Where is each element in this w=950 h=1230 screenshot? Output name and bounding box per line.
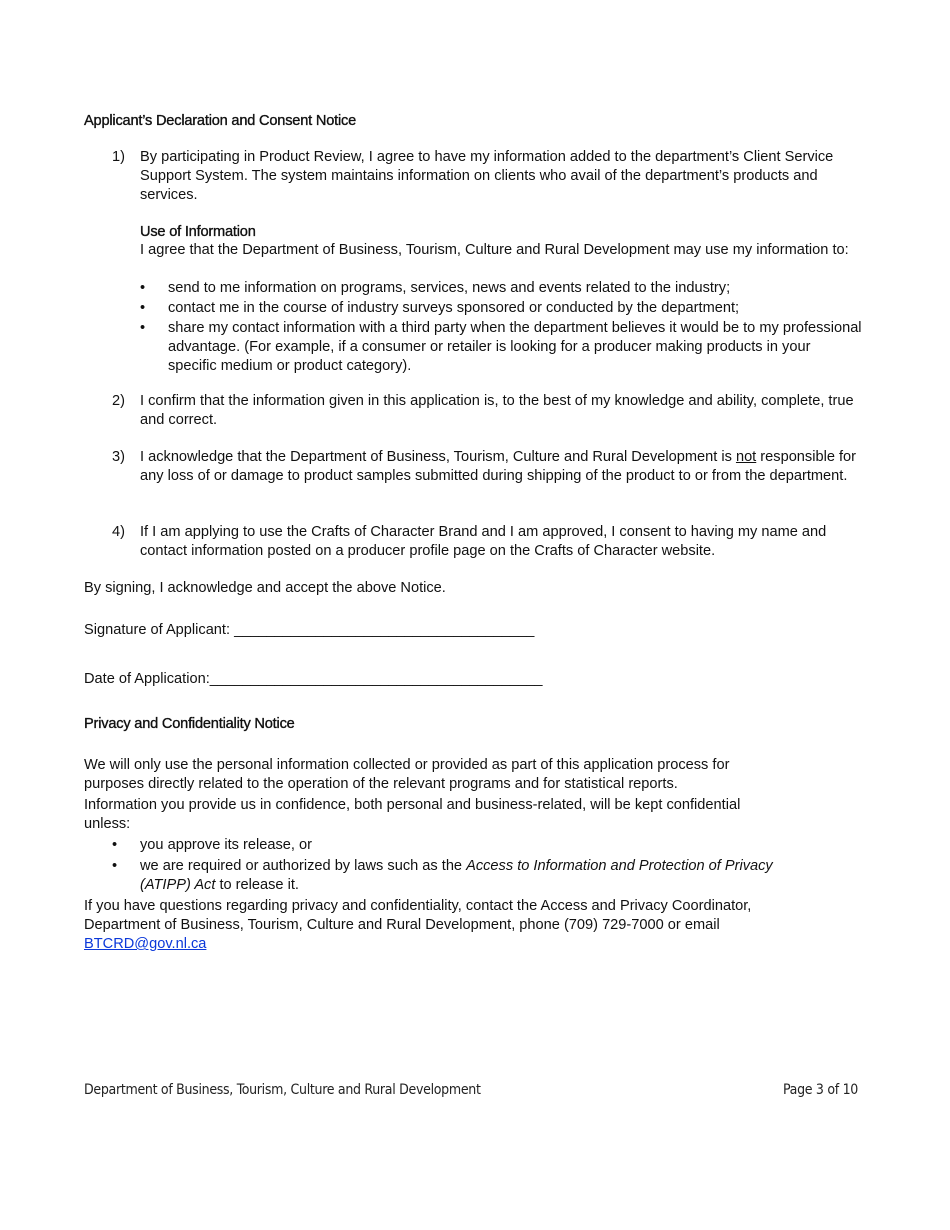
item-4-text: If I am applying to use the Crafts of Character Brand and I am approved, I consent to having my name and contact information posted on a producer profile page on the Crafts of Character website.: [140, 524, 827, 559]
list-item: • share my contact information with a third party when the department believes it would be to my professional advantage. (For example, if a consumer or retailer is looking for a producer making products in your specific medium or product category).: [140, 319, 863, 376]
list-item: • contact me in the course of industry surveys sponsored or conducted by the department;: [140, 299, 862, 318]
declaration-heading: Applicant’s Declaration and Consent Notice: [84, 113, 357, 129]
item-1-number: 1): [112, 149, 125, 165]
privacy-conditions-list: [112, 836, 792, 895]
privacy-paragraph-1: We will only use the personal information collected or provided as part of this application process for purposes directly related to the operation of the relevant programs and for statistical reports.: [84, 757, 730, 792]
signature-label: Signature of Applicant:: [84, 622, 235, 638]
item-2-number: 2): [112, 393, 125, 409]
signature-field[interactable]: [84, 621, 534, 640]
item-1-text: By participating in Product Review, I agree to have my information added to the department’s Client Service Support System. The system maintains information on clients who avail of the department’s products and services.: [140, 149, 834, 203]
item-3-number: 3): [112, 449, 125, 465]
privacy-paragraph-3: If you have questions regarding privacy and confidentiality, contact the Access and Privacy Coordinator, Department of Business, Tourism, Culture and Rural Development, phone (709) 729-7000 or email BTCRD@gov.nl.ca: [84, 898, 752, 952]
use-of-information-list: [140, 279, 862, 376]
date-label: Date of Application:: [84, 671, 210, 687]
use-of-information-heading: Use of Information: [140, 224, 256, 240]
list-item: • we are required or authorized by laws such as the Access to Information and Protection of Privacy (ATIPP) Act to release it.: [112, 857, 792, 895]
use-of-information-intro: I agree that the Department of Business, Tourism, Culture and Rural Development may use my information to:: [140, 242, 849, 258]
list-item: • send to me information on programs, services, news and events related to the industry;: [140, 279, 862, 298]
accept-notice-text: By signing, I acknowledge and accept the above Notice.: [84, 580, 446, 596]
privacy-heading: Privacy and Confidentiality Notice: [84, 716, 295, 732]
item-3-text: I acknowledge that the Department of Business, Tourism, Culture and Rural Development is not responsible for any loss of or damage to product samples submitted during shipping of the product to or from the department.: [140, 449, 857, 484]
list-item: • you approve its release, or: [112, 836, 792, 855]
underlined-not: not: [735, 449, 757, 465]
item-4-number: 4): [112, 524, 125, 540]
email-link[interactable]: BTCRD@gov.nl.ca: [84, 936, 207, 952]
date-field[interactable]: [84, 670, 543, 689]
footer-department: Department of Business, Tourism, Culture and Rural Development: [84, 1082, 481, 1098]
item-2-text: I confirm that the information given in this application is, to the best of my knowledge and ability, complete, true and correct.: [140, 393, 854, 428]
footer-page-number: Page 3 of 10: [783, 1082, 858, 1098]
atipp-act-title: Access to Information and Protection of Privacy (ATIPP) Act: [140, 858, 773, 893]
date-line[interactable]: _________________________________________: [209, 671, 543, 687]
privacy-paragraph-2: Information you provide us in confidence, both personal and business-related, will be kept confidential unless:: [84, 797, 741, 832]
signature-line[interactable]: _____________________________________: [234, 622, 535, 638]
